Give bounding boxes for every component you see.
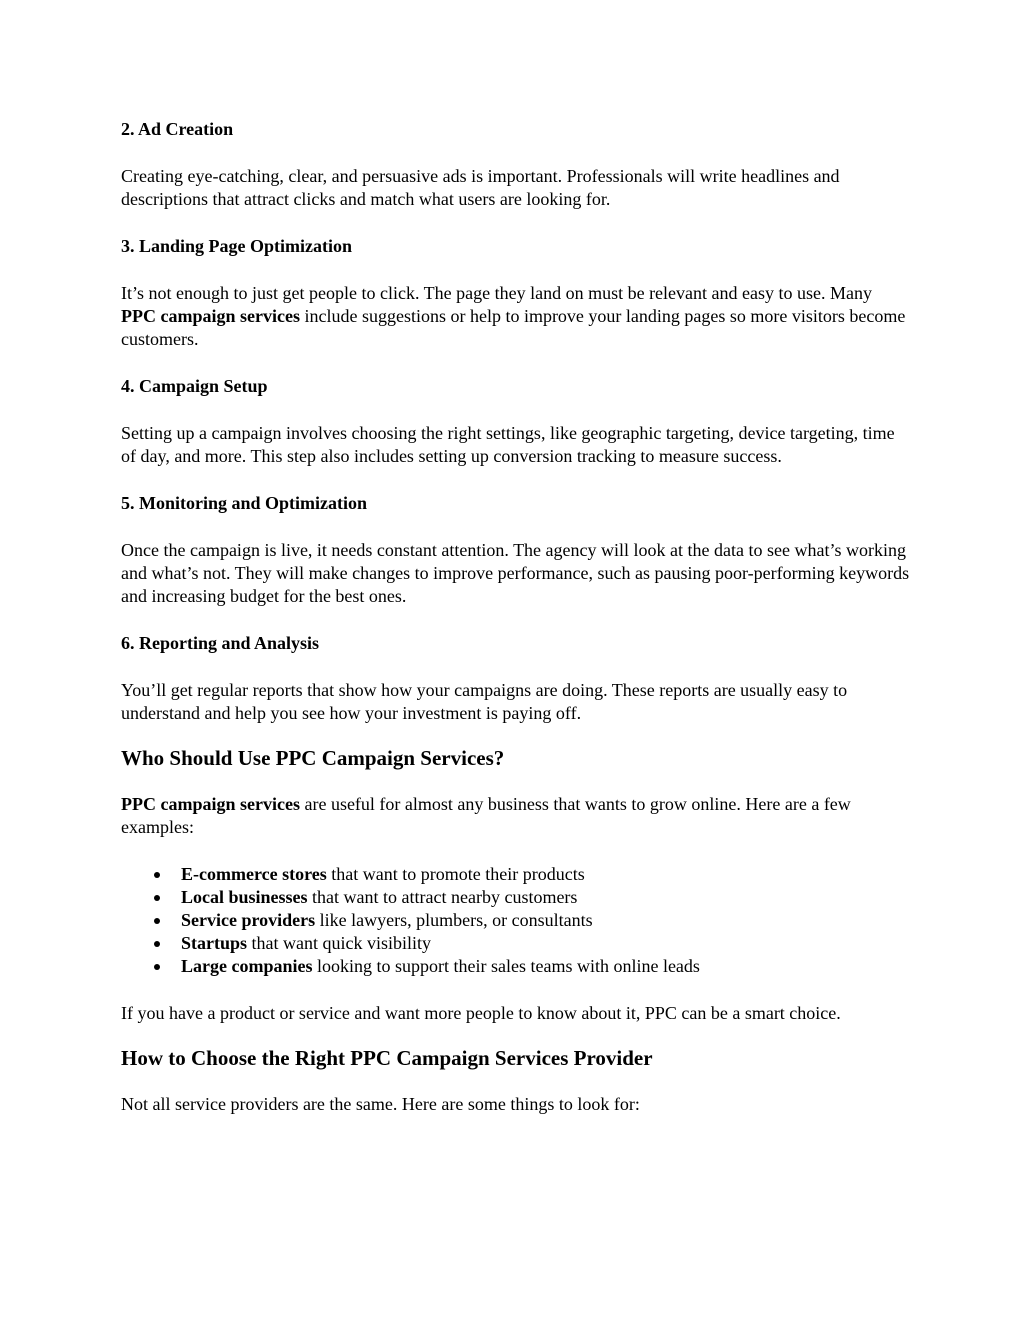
list-item	[121, 932, 911, 955]
who-should-use-closing: If you have a product or service and want more people to know about it, PPC can be a smart choice.	[121, 1003, 841, 1023]
bullet-icon	[154, 941, 160, 947]
section-body-monitoring: Once the campaign is live, it needs constant attention. The agency will look at the data to see what’s working and what’s not. They will make changes to improve performance, such as pausing poor-performing keywords and increasing budget for the best ones.	[121, 540, 910, 606]
section-body-ad-creation: Creating eye-catching, clear, and persuasive ads is important. Professionals will write headlines and descriptions that attract clicks and match what users are looking for.	[121, 166, 840, 209]
list-item-bold: Local businesses	[181, 887, 308, 907]
bullet-icon	[154, 872, 160, 878]
landing-page-text-post: include suggestions or help to improve your landing pages so more visitors become customers.	[121, 306, 906, 349]
list-item	[121, 955, 911, 978]
list-item-bold: Service providers	[181, 910, 316, 930]
list-item-bold: Large companies	[181, 956, 313, 976]
list-item-text: looking to support their sales teams with online leads	[312, 956, 700, 976]
section-heading-monitoring: 5. Monitoring and Optimization	[121, 493, 368, 513]
list-item-text: that want to attract nearby customers	[307, 887, 578, 907]
document-page	[121, 118, 911, 1116]
list-item	[121, 863, 911, 886]
landing-page-text-pre: It’s not enough to just get people to click. The page they land on must be relevant and easy to use. Many	[121, 283, 872, 303]
section-heading-landing-page: 3. Landing Page Optimization	[121, 236, 353, 256]
list-item-bold: E-commerce stores	[181, 864, 327, 884]
section-heading-reporting: 6. Reporting and Analysis	[121, 633, 320, 653]
section-body-campaign-setup: Setting up a campaign involves choosing the right settings, like geographic targeting, device targeting, time of day, and more. This step also includes setting up conversion tracking to measure success.	[121, 423, 895, 466]
bullet-icon	[154, 964, 160, 970]
landing-page-text-bold: PPC campaign services	[121, 306, 300, 326]
business-examples-list	[121, 863, 911, 978]
who-should-use-intro	[121, 793, 911, 839]
bullet-icon	[154, 918, 160, 924]
section-body-landing-page	[121, 282, 911, 351]
section-heading-ad-creation: 2. Ad Creation	[121, 119, 234, 139]
who-should-use-intro-rest: are useful for almost any business that wants to grow online. Here are a few examples:	[121, 794, 851, 837]
list-item	[121, 886, 911, 909]
section-heading-campaign-setup: 4. Campaign Setup	[121, 376, 268, 396]
list-item-text: that want to promote their products	[326, 864, 585, 884]
section-body-reporting: You’ll get regular reports that show how your campaigns are doing. These reports are usually easy to understand and help you see how your investment is paying off.	[121, 680, 848, 723]
list-item	[121, 909, 911, 932]
list-item-bold: Startups	[181, 933, 248, 953]
list-item-text: that want quick visibility	[247, 933, 431, 953]
heading-who-should-use: Who Should Use PPC Campaign Services?	[121, 746, 505, 770]
bullet-icon	[154, 895, 160, 901]
how-to-choose-body: Not all service providers are the same. Here are some things to look for:	[121, 1094, 640, 1114]
who-should-use-intro-bold: PPC campaign services	[121, 794, 300, 814]
heading-how-to-choose: How to Choose the Right PPC Campaign Services Provider	[121, 1046, 653, 1070]
list-item-text: like lawyers, plumbers, or consultants	[315, 910, 593, 930]
